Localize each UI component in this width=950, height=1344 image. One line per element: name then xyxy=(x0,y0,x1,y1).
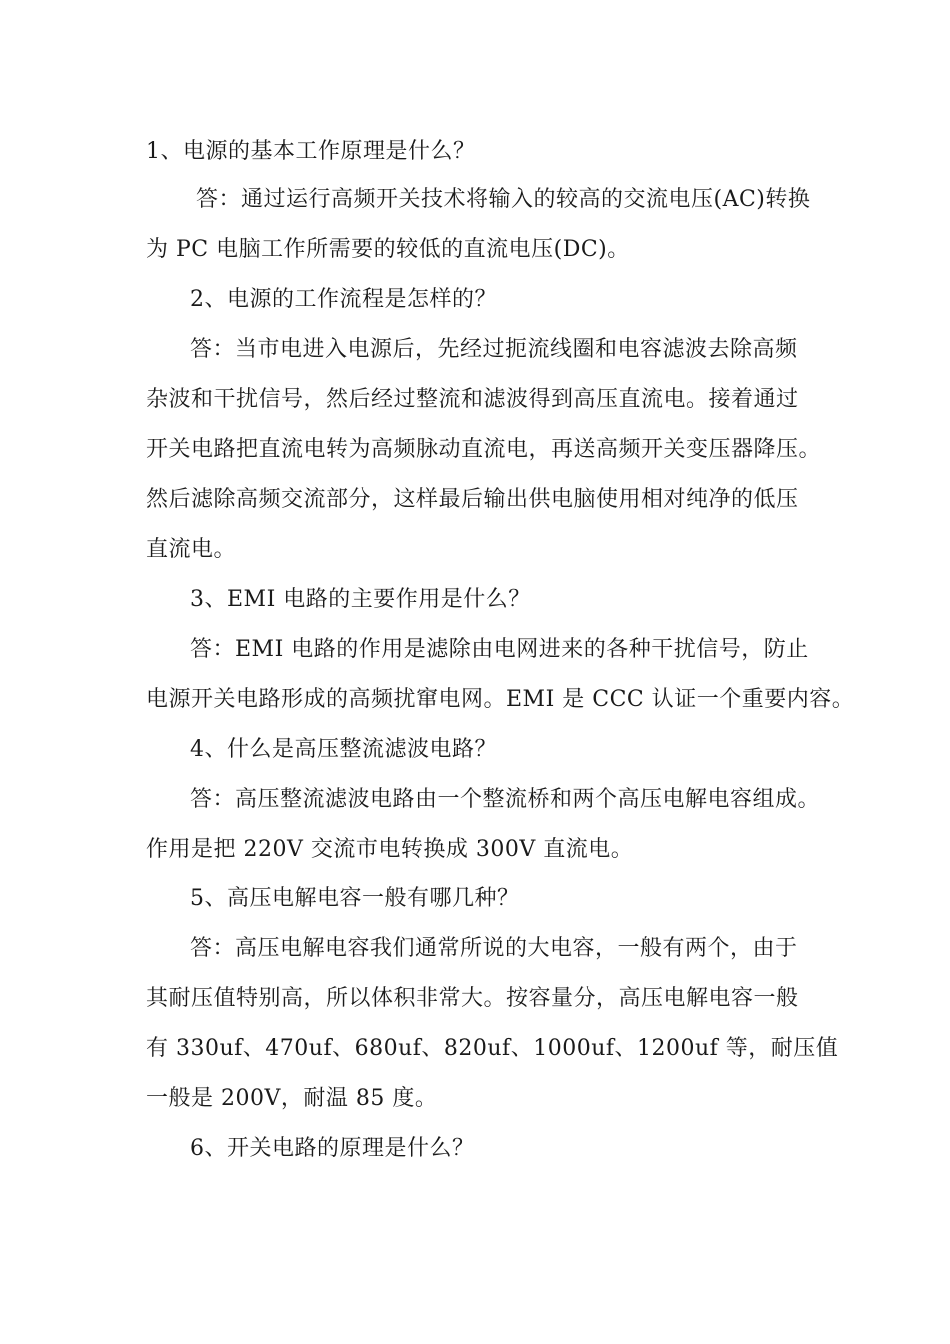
answer-5-line-3: 有 330uf、470uf、680uf、820uf、1000uf、1200uf 等，耐压值 xyxy=(146,1036,839,1061)
answer-5-line-2: 其耐压值特别高，所以体积非常大。按容量分，高压电解电容一般 xyxy=(146,986,799,1011)
question-1: 1、电源的基本工作原理是什么？ xyxy=(146,139,476,164)
answer-1-line-1: 答：通过运行高频开关技术将输入的较高的交流电压(AC)转换 xyxy=(196,187,811,212)
answer-5-line-4: 一般是 200V，耐温 85 度。 xyxy=(146,1086,438,1111)
answer-3-line-1: 答：EMI 电路的作用是滤除由电网进来的各种干扰信号，防止 xyxy=(190,637,809,662)
answer-2-line-4: 然后滤除高频交流部分，这样最后输出供电脑使用相对纯净的低压 xyxy=(146,487,799,512)
answer-2-line-1: 答：当市电进入电源后，先经过扼流线圈和电容滤波去除高频 xyxy=(190,337,798,362)
answer-1-line-2: 为 PC 电脑工作所需要的较低的直流电压(DC)。 xyxy=(146,237,630,262)
question-2: 2、电源的工作流程是怎样的？ xyxy=(190,287,497,312)
question-5: 5、高压电解电容一般有哪几种？ xyxy=(190,886,520,911)
question-4: 4、什么是高压整流滤波电路？ xyxy=(190,737,497,762)
answer-2-line-2: 杂波和干扰信号，然后经过整流和滤波得到高压直流电。接着通过 xyxy=(146,387,799,412)
answer-4-line-2: 作用是把 220V 交流市电转换成 300V 直流电。 xyxy=(146,837,634,862)
question-6: 6、开关电路的原理是什么？ xyxy=(190,1136,475,1161)
question-3: 3、EMI 电路的主要作用是什么？ xyxy=(190,587,531,612)
answer-4-line-1: 答：高压整流滤波电路由一个整流桥和两个高压电解电容组成。 xyxy=(190,787,821,812)
answer-5-line-1: 答：高压电解电容我们通常所说的大电容，一般有两个，由于 xyxy=(190,936,798,961)
answer-2-line-3: 开关电路把直流电转为高频脉动直流电，再送高频开关变压器降压。 xyxy=(146,437,822,462)
answer-3-line-2: 电源开关电路形成的高频扰窜电网。EMI 是 CCC 认证一个重要内容。 xyxy=(146,687,855,712)
answer-2-line-5: 直流电。 xyxy=(146,537,237,562)
